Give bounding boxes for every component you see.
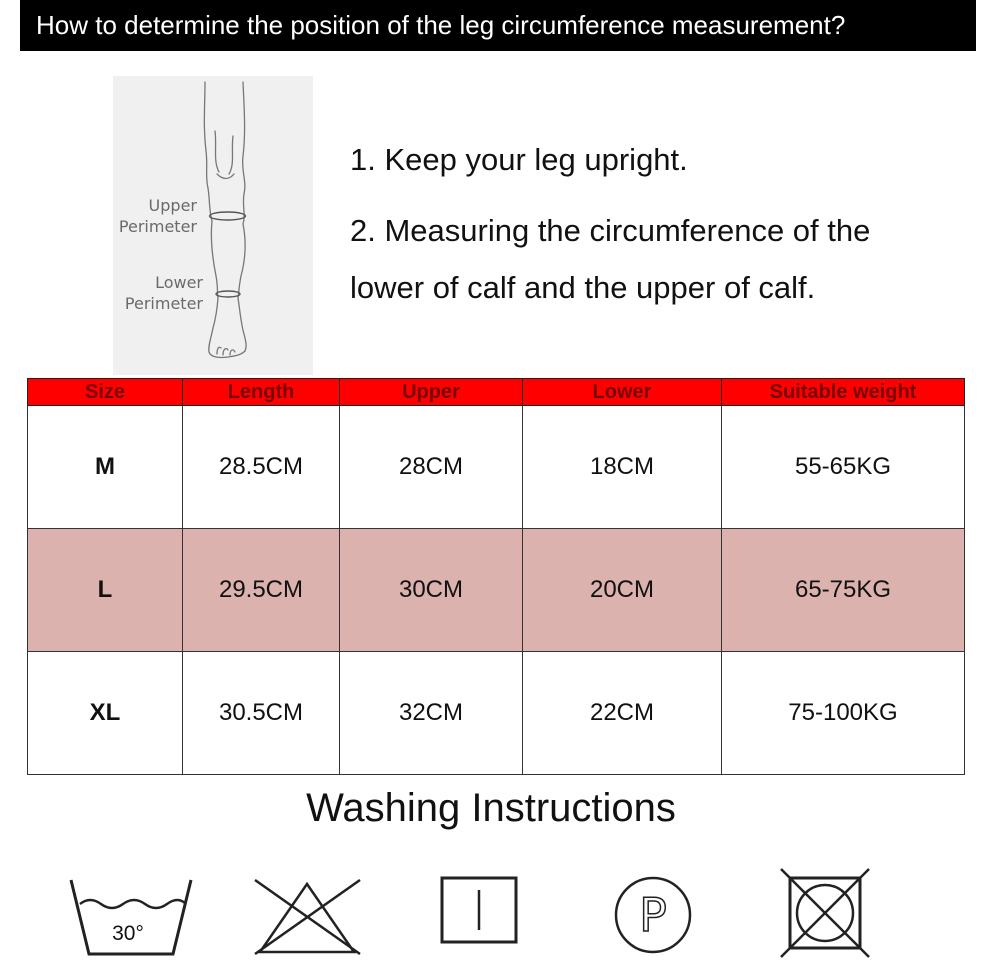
table-row <box>28 406 965 529</box>
lower-cell: 22CM <box>523 652 722 775</box>
upper-cell: 32CM <box>340 652 523 775</box>
upper-cell: 28CM <box>340 406 523 529</box>
size-cell: L <box>28 529 183 652</box>
wash-30-icon <box>68 872 194 962</box>
page-header: How to determine the position of the leg circumference measurement? <box>20 0 976 51</box>
step-2-line2: lower of calf and the upper of calf. <box>350 270 816 305</box>
upper-label-line2: Perimeter <box>118 217 197 236</box>
do-not-bleach-icon <box>250 876 365 958</box>
step-1: 1. Keep your leg upright. <box>350 142 688 177</box>
table-header-row <box>28 379 965 406</box>
length-cell: 28.5CM <box>183 406 340 529</box>
weight-cell: 65-75KG <box>722 529 965 652</box>
table-row <box>28 652 965 775</box>
upper-perimeter-label <box>115 195 197 237</box>
size-chart-table <box>27 378 965 775</box>
lower-cell: 18CM <box>523 406 722 529</box>
size-cell: XL <box>28 652 183 775</box>
lower-label-line1: Lower <box>155 273 203 292</box>
step-2-line1: 2. Measuring the circumference of the <box>350 213 871 248</box>
weight-cell: 55-65KG <box>722 406 965 529</box>
dry-clean-letter: P <box>639 888 667 942</box>
upper-label-line1: Upper <box>148 196 197 215</box>
table-row <box>28 529 965 652</box>
column-header-length: Length <box>183 379 340 406</box>
size-cell: M <box>28 406 183 529</box>
length-cell: 29.5CM <box>183 529 340 652</box>
column-header-lower: Lower <box>523 379 722 406</box>
length-cell: 30.5CM <box>183 652 340 775</box>
column-header-weight: Suitable weight <box>722 379 965 406</box>
upper-cell: 30CM <box>340 529 523 652</box>
do-not-tumble-dry-icon <box>778 866 872 960</box>
dry-clean-p-icon <box>613 875 693 955</box>
washing-instructions-title: Washing Instructions <box>306 786 676 830</box>
wash-temperature-label: 30° <box>112 922 144 945</box>
lower-label-line2: Perimeter <box>124 294 203 313</box>
weight-cell: 75-100KG <box>722 652 965 775</box>
lower-perimeter-label <box>115 272 203 314</box>
lower-cell: 20CM <box>523 529 722 652</box>
column-header-size: Size <box>28 379 183 406</box>
leg-measurement-diagram <box>113 76 313 375</box>
line-dry-icon <box>440 876 518 944</box>
column-header-upper: Upper <box>340 379 523 406</box>
